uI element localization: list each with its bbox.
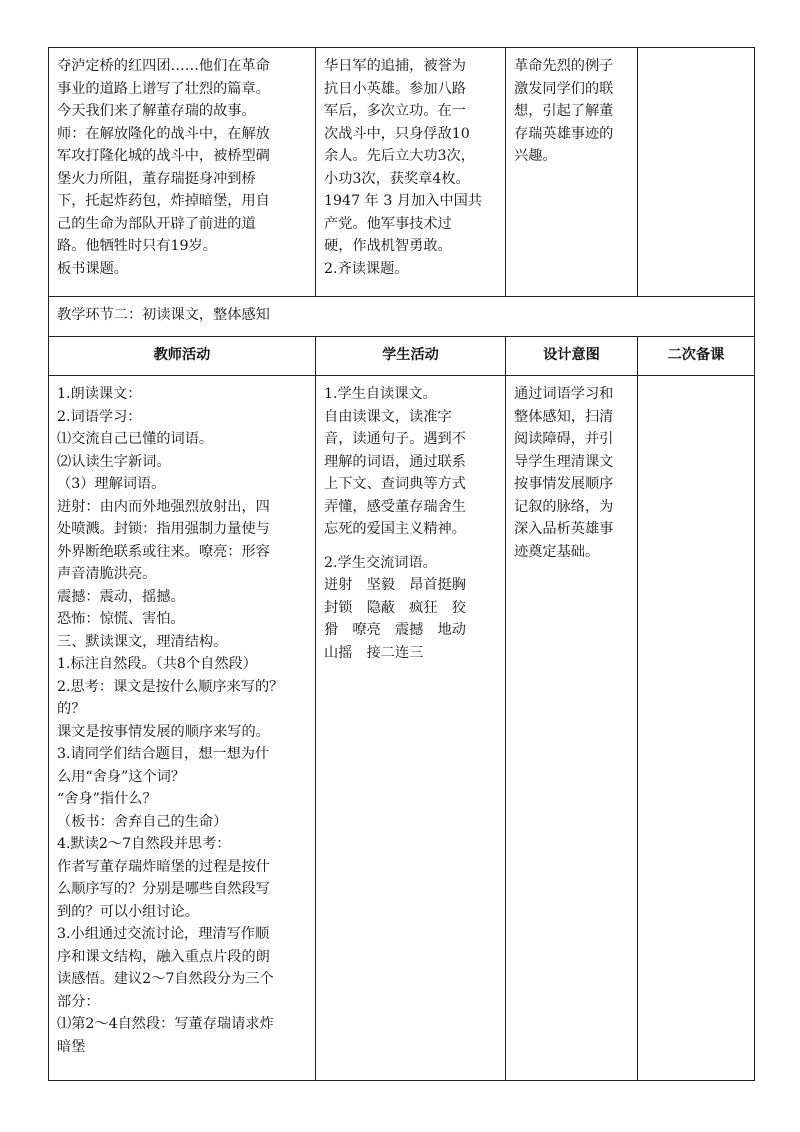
text-line: 板书课题。 <box>57 260 128 277</box>
text-line: ⑵认读生字新词。 <box>57 453 171 470</box>
text-line: 处喷溅。封锁：指用强制力量使与 <box>57 521 270 537</box>
section-title: 教学环节二：初读课文，整体感知 <box>49 297 755 337</box>
text-line: 理解的词语，通过联系 <box>324 453 466 470</box>
main-student-lines-a <box>324 383 497 541</box>
text-line: 导学生理清课文 <box>514 453 614 470</box>
text-line: 1947 年 3 月加入中国共 <box>324 193 482 209</box>
text-line: 音，读通句子。遇到不 <box>324 431 466 447</box>
text-line: 整体感知，扫清 <box>514 408 614 425</box>
text-line: 封锁 隐蔽 疯狂 狡 <box>324 599 466 616</box>
text-line: 想，引起了解董 <box>514 103 614 119</box>
text-line: 深入品析英雄事 <box>514 521 614 537</box>
text-line: 迸射：由内而外地强烈放射出，四 <box>57 498 270 515</box>
text-line: 自由读课文，读准字 <box>324 408 452 425</box>
main-notes-cell <box>638 376 755 1081</box>
text-line: 存瑞英雄事迹的 <box>514 125 614 142</box>
text-line: 阅读障碍，并引 <box>514 431 614 447</box>
main-row <box>49 376 755 1081</box>
section-row <box>49 297 755 337</box>
header-design-intent: 设计意图 <box>506 337 638 376</box>
text-line: 军攻打隆化城的战斗中，被桥型碉 <box>57 148 270 164</box>
text-line: 3.请同学们结合题目，想一想为什 <box>57 746 270 762</box>
main-teacher-cell <box>49 376 316 1081</box>
top-intent-lines <box>514 55 629 168</box>
text-line: 2.词语学习： <box>57 408 142 425</box>
text-line: 读感悟。建议2～7自然段分为三个 <box>57 971 274 987</box>
text-line: 震撼：震动，摇撼。 <box>57 588 185 605</box>
text-line: 1.朗读课文： <box>57 386 142 402</box>
text-line: 1.标注自然段。（共8个自然段） <box>57 656 257 672</box>
lesson-plan-table <box>48 47 755 1081</box>
text-line: 今天我们来了解董存瑞的故事。 <box>57 103 256 119</box>
text-line: 弄懂，感受董存瑞舍生 <box>324 498 466 515</box>
text-line: 4.默读2～7自然段并思考： <box>57 836 231 852</box>
text-line: 夺泸定桥的红四团……他们在革命 <box>57 58 270 74</box>
text-line: 上下文、查词典等方式 <box>324 476 466 492</box>
text-line: ⑴第2～4自然段：写董存瑞请求炸 <box>57 1016 274 1032</box>
text-line: 序和课文结构，融入重点片段的朗 <box>57 948 270 965</box>
text-line: 革命先烈的例子 <box>514 58 614 74</box>
text-line: 通过词语学习和 <box>514 386 614 402</box>
text-line: 华日军的追捕，被誉为 <box>324 58 466 74</box>
top-notes-cell <box>638 48 755 297</box>
text-line: 2.学生交流词语。 <box>324 554 437 571</box>
text-line: 三、默读课文，理清结构。 <box>57 633 228 650</box>
top-student-cell <box>316 48 506 297</box>
text-line: 课文是按事情发展的顺序来写的。 <box>57 723 270 740</box>
header-student-activity: 学生活动 <box>316 337 506 376</box>
text-line: 到的？可以小组讨论。 <box>57 903 199 920</box>
text-line: 事业的道路上谱写了壮烈的篇章。 <box>57 80 270 97</box>
text-line: 硬，作战机智勇敢。 <box>324 238 452 254</box>
text-line: 2.思考：课文是按什么顺序来写的？ <box>57 678 284 695</box>
paragraph-gap <box>324 541 497 552</box>
text-line: 下，托起炸药包，炸掉暗堡，用自 <box>57 193 270 209</box>
text-line: 激发同学们的联 <box>514 80 614 97</box>
text-line: 山摇 接二连三 <box>324 644 424 661</box>
header-second-prep: 二次备课 <box>638 337 755 376</box>
text-line: 忘死的爱国主义精神。 <box>324 521 466 537</box>
text-line: 部分： <box>57 993 100 1010</box>
text-line: 次战斗中，只身俘敌10 <box>324 125 470 142</box>
text-line: 军后，多次立功。在一 <box>324 103 466 119</box>
text-line: 3.小组通过交流讨论，理清写作顺 <box>57 926 270 942</box>
text-line: 产党。他军事技术过 <box>324 215 452 232</box>
text-line: 己的生命为部队开辟了前进的道 <box>57 215 256 232</box>
text-line: 外界断绝联系或往来。嘹亮：形容 <box>57 543 270 560</box>
text-line: 堡火力所阻，董存瑞挺身冲到桥 <box>57 170 256 187</box>
top-teacher-lines <box>57 55 307 280</box>
text-line: 记叙的脉络，为 <box>514 498 614 515</box>
text-line: 么顺序写的？分别是哪些自然段写 <box>57 881 270 897</box>
text-line: 暗堡 <box>57 1038 86 1055</box>
text-line: ⑴交流自己已懂的词语。 <box>57 431 214 447</box>
text-line: 么用“舍身”这个词？ <box>57 768 186 785</box>
header-row <box>49 337 755 376</box>
text-line: “舍身”指什么？ <box>57 791 157 807</box>
text-line: 抗日小英雄。参加八路 <box>324 80 466 97</box>
text-line: 恐怖：惊慌、害怕。 <box>57 611 185 627</box>
text-line: 小功3次，获奖章4枚。 <box>324 170 470 187</box>
top-teacher-cell <box>49 48 316 297</box>
text-line: 1.学生自读课文。 <box>324 386 437 402</box>
header-teacher-activity: 教师活动 <box>49 337 316 376</box>
text-line: 按事情发展顺序 <box>514 476 614 492</box>
main-student-cell <box>316 376 506 1081</box>
main-intent-cell <box>506 376 638 1081</box>
text-line: 作者写董存瑞炸暗堡的过程是按什 <box>57 858 270 875</box>
text-line: 猾 嘹亮 震撼 地动 <box>324 622 466 638</box>
text-line: 路。他牺牲时只有19岁。 <box>57 238 217 254</box>
main-teacher-lines <box>57 383 307 1058</box>
text-line: 的？ <box>57 701 86 717</box>
top-intent-cell <box>506 48 638 297</box>
text-line: 2.齐读课题。 <box>324 260 409 277</box>
text-line: 迹奠定基础。 <box>514 543 600 560</box>
text-line: 余人。先后立大功3次， <box>324 148 475 164</box>
main-student-lines-b <box>324 552 497 665</box>
text-line: 师：在解放隆化的战斗中，在解放 <box>57 125 270 142</box>
text-line: 兴趣。 <box>514 148 557 164</box>
text-line: （3）理解词语。 <box>57 476 166 492</box>
text-line: 迸射 坚毅 昂首挺胸 <box>324 577 466 593</box>
continued-row <box>49 48 755 297</box>
main-intent-lines <box>514 383 629 563</box>
text-line: 声音清脆洪亮。 <box>57 566 157 582</box>
top-student-lines <box>324 55 497 280</box>
text-line: （板书：舍弃自己的生命） <box>57 813 228 830</box>
